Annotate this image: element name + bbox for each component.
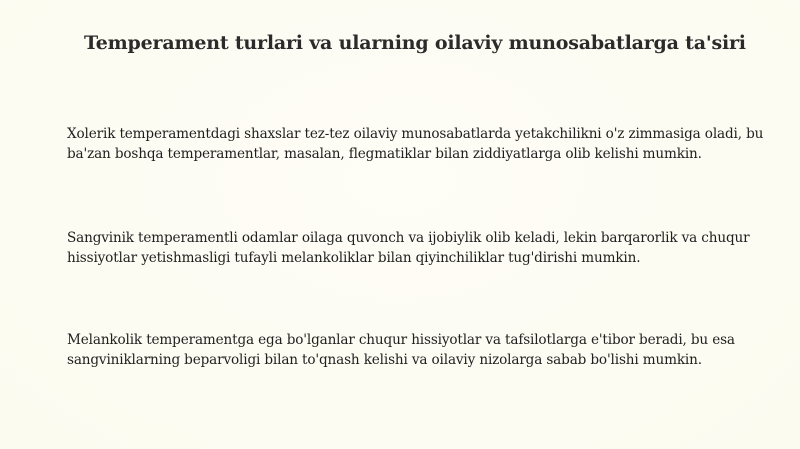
paragraph-choleric: Xolerik temperamentdagi shaxslar tez-tez oilaviy munosabatlarda yetakchilikni o'z zimmasiga oladi, bu ba'zan boshqa temperamentlar, masalan, flegmatiklar bilan ziddiyatlarga olib kelishi mumkin. <box>67 126 764 162</box>
slide-title: Temperament turlari va ularning oilaviy munosabatlarga ta'siri <box>84 32 746 54</box>
paragraph-melancholic: Melankolik temperamentga ega bo'lganlar chuqur hissiyotlar va tafsilotlarga e'tibor beradi, bu esa sangviniklarning beparvoligi bilan to'qnash kelishi va oilaviy nizolarga sabab bo'lishi mumkin. <box>67 332 735 368</box>
paragraph-sanguine: Sangvinik temperamentli odamlar oilaga quvonch va ijobiylik olib keladi, lekin barqarorlik va chuqur hissiyotlar yetishmasligi tufayli melankoliklar bilan qiyinchiliklar tug'dirishi mumkin. <box>67 230 750 266</box>
